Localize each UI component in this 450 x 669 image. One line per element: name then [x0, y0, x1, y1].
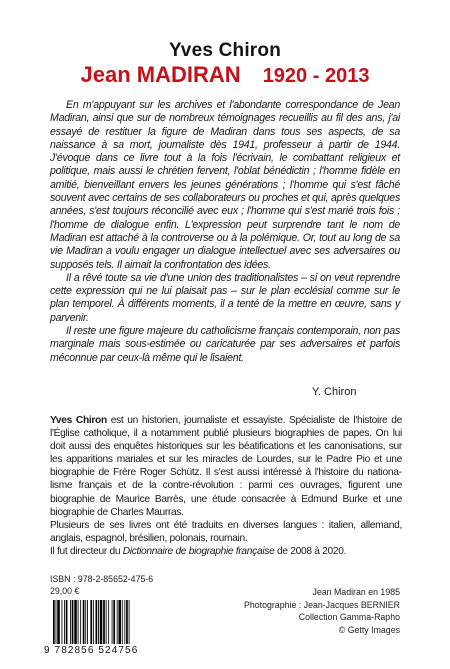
isbn-number: ISBN : 978-2-85652-475-6	[50, 574, 154, 584]
barcode-bar	[117, 600, 118, 644]
barcode-bar	[112, 600, 113, 644]
blurb-paragraph: Il a rêvé toute sa vie d'une union des traditionalistes – si on veut reprendre cette expression qui ne lui plaisait pas – sur le plan ecclésial comme sur le plan temporel. À différents moments, il a tenté de la mettre en œuvre, sans y parvenir.	[50, 271, 400, 324]
barcode-bar	[124, 600, 125, 644]
barcode-bar	[113, 600, 115, 644]
barcode-bars	[52, 600, 155, 644]
author-bio	[50, 414, 402, 558]
photo-credit	[244, 586, 400, 636]
book-title	[0, 62, 450, 88]
barcode-bar	[96, 600, 98, 644]
photo-credit-caption: Jean Madiran en 1985	[312, 587, 400, 597]
barcode-bar	[74, 600, 77, 644]
barcode	[52, 600, 155, 644]
barcode-bar	[100, 600, 103, 644]
book-title-name: Jean MADIRAN	[80, 62, 241, 87]
blurb-paragraph: En m'appuyant sur les archives et l'abondante correspondance de Jean Madiran, ainsi que sur de nombreux témoignages recueillis au fil des ans, j'ai essayé de restituer la figure de Madiran dans tous ses aspects, de sa naissance à sa mort, journaliste dès 1941, professeur à partir de 1944. J'évoque dans ce livre tout à la fois l'écrivain, le combattant religieux et politique, mais aussi le chrétien fervent, l'oblat bénédictin ; l'homme fidèle en amitié, bienveillant envers les jeunes générations ; l'homme qui s'est fâché souvent avec certains de ses collaborateurs ou proches et qui, après quelques années, s'est toujours réconcilié avec eux ; l'homme qui s'est marié trois fois ; l'homme de dialogue enfin. L'expression peut surprendre tant le nom de Madiran est attaché à la controverse ou à la polémique. Or, tout au long de sa vie Madiran a voulu engager un dialogue intellectuel avec ses adversaires ou supposés tels. Il aimait la confrontation des idées.	[50, 99, 400, 271]
bio-paragraph: Plusieurs de ses livres ont été traduits en diverses langues : italien, allemand, anglais, espagnol, brésilien, polonais, roumain.	[50, 519, 402, 544]
barcode-bar	[64, 600, 65, 644]
barcode-bar	[122, 600, 123, 644]
bio-text: est un historien, journaliste et essayiste. Spécialiste de l'histoire de l'Église catholique, il a notamment publié plusieurs biographies de papes. On lui doit aussi des enquêtes historiques sur les béatifications et les canonisations, sur les apparitions mariales et sur les miracles de Lourdes, sur le Padre Pio et une biographie de Frère Roger Schütz. Il s'est aussi intéressé à l'histoire du nationalisme français et de la contre-révolution : parmi ces ouvrages, figurent une biographie de Maurice Barrès, une étude consacrée à Edmund Burke et une biographie de Charles Maurras.	[50, 415, 402, 518]
book-title-dates: 1920 - 2013	[262, 65, 370, 87]
barcode-bar	[93, 600, 94, 644]
barcode-bar	[72, 600, 74, 644]
barcode-bar	[85, 600, 86, 644]
barcode-bar	[103, 600, 105, 644]
barcode-bar	[87, 600, 88, 644]
barcode-bar	[98, 600, 99, 644]
bio-paragraph	[50, 414, 402, 519]
barcode-bar	[53, 600, 55, 644]
author-name: Yves Chiron	[168, 40, 282, 61]
bio-paragraph	[50, 545, 402, 558]
barcode-bar	[80, 600, 81, 644]
blurb-signature: Y. Chiron	[312, 386, 357, 398]
barcode-bar	[106, 600, 107, 644]
price: 29,00 €	[50, 586, 80, 596]
barcode-bar	[70, 600, 71, 644]
barcode-bar	[57, 600, 60, 644]
photo-credit-photographer: Photographie : Jean-Jacques BERNIER	[244, 599, 400, 610]
barcode-bar	[56, 600, 57, 644]
bio-text: de 2008 à 2020.	[274, 545, 347, 557]
barcode-bar	[66, 600, 68, 644]
blurb	[50, 99, 400, 365]
isbn-block	[50, 573, 153, 597]
barcode-bar	[118, 600, 121, 644]
blurb-paragraph: Il reste une figure majeure du catholicisme français contemporain, non pas marginale mais sous-estimée ou caricaturée par ses adversaires et parfois méconnue par ceux-là même qui le lisaient.	[50, 325, 400, 364]
bio-text: Il fut directeur du	[50, 545, 123, 557]
photo-credit-collection: Collection Gamma-Rapho	[298, 612, 400, 622]
barcode-bar	[90, 600, 92, 644]
bio-author-name: Yves Chiron	[50, 415, 107, 426]
bio-book-title: Dictionnaire de biographie française	[122, 545, 275, 557]
barcode-bar	[108, 600, 109, 644]
photo-credit-copyright: © Getty Images	[338, 624, 400, 635]
barcode-digits: 9 782856 524756	[44, 645, 139, 656]
barcode-bar	[83, 600, 85, 644]
barcode-bar	[62, 600, 63, 644]
barcode-bar	[126, 600, 128, 644]
barcode-bar	[129, 600, 130, 644]
barcode-bar	[78, 600, 79, 644]
